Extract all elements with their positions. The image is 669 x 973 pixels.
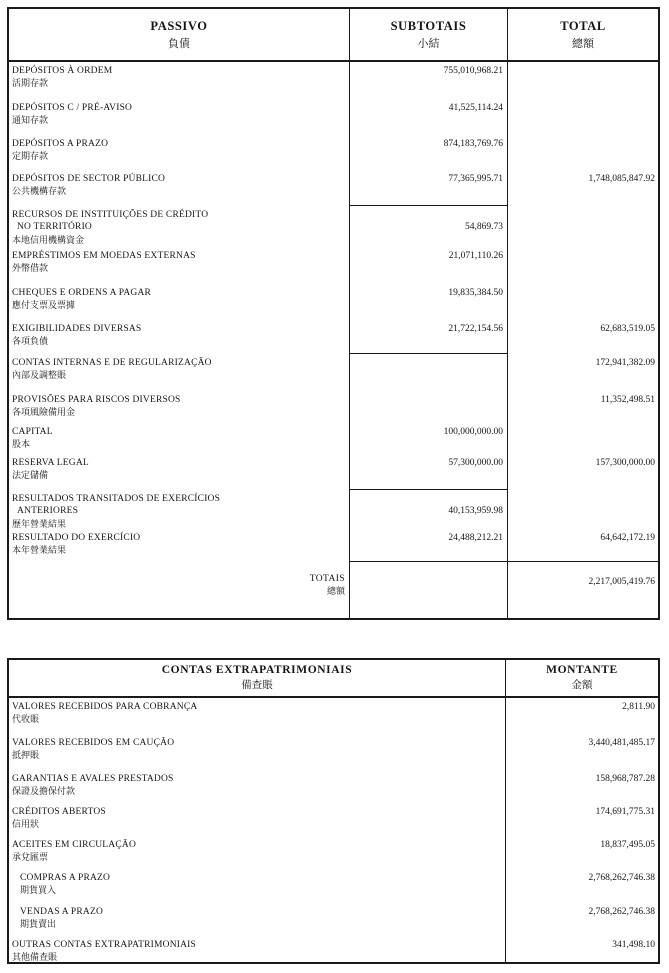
amount-value: 158,968,787.28 (595, 774, 655, 784)
total-value (508, 62, 658, 66)
header-passivo-zh: 負債 (168, 37, 190, 50)
total-value (508, 135, 658, 139)
row-label-pt: CHEQUES E ORDENS A PAGAR (12, 288, 152, 298)
row-label-pt: RESULTADO DO EXERCÍCIO (12, 533, 141, 543)
table-row (9, 454, 658, 490)
total-value (508, 423, 658, 427)
amount-value: 2,768,262,746.38 (588, 873, 655, 883)
totals-label-zh: 總額 (326, 586, 345, 597)
table-row (9, 936, 658, 963)
totals-row (9, 562, 658, 618)
header-passivo-pt: PASSIVO (150, 18, 208, 33)
row-label-zh: 抵押賬 (12, 750, 40, 761)
header-subtotais-zh: 小結 (417, 37, 440, 50)
row-label-zh: 各項風險備用金 (12, 407, 76, 418)
row-label-pt: CAPITAL (12, 427, 53, 437)
table-row (9, 869, 658, 903)
row-label-zh: 期貨買入 (20, 885, 57, 896)
total-value (508, 206, 658, 222)
table-row (9, 836, 658, 869)
total-value: 11,352,498.51 (600, 395, 655, 405)
total-value (508, 284, 658, 288)
table-row (9, 135, 658, 170)
row-label-pt: DEPÓSITOS À ORDEM (12, 66, 113, 76)
row-label-pt: RECURSOS DE INSTITUIÇÕES DE CRÉDITO (12, 210, 209, 220)
subtotal-value (350, 391, 507, 395)
row-label-pt: DEPÓSITOS DE SECTOR PÚBLICO (12, 174, 166, 184)
header-subtotais-pt: SUBTOTAIS (390, 18, 467, 33)
table-row (9, 903, 658, 936)
row-label-pt: VENDAS A PRAZO (20, 907, 104, 917)
row-label-pt: DEPÓSITOS A PRAZO (12, 139, 109, 149)
total-value: 62,683,519.05 (600, 324, 655, 334)
row-label-zh: 外幣借款 (12, 263, 49, 274)
amount-value: 174,691,775.31 (595, 807, 655, 817)
table-row (9, 284, 658, 320)
row-label-pt: ACEITES EM CIRCULAÇÃO (12, 840, 137, 850)
subtotal-value: 24,488,212.21 (448, 533, 503, 543)
row-label-zh: 定期存款 (12, 151, 49, 162)
total-value (508, 247, 658, 251)
subtotal-value: 21,071,110.26 (448, 251, 503, 261)
row-label-pt: CONTAS INTERNAS E DE REGULARIZAÇÃO (12, 358, 212, 368)
subtotal-value: 54,869.73 (465, 222, 503, 232)
header-cell-passivo (9, 9, 350, 60)
header-cell-montante (506, 660, 658, 696)
row-label-zh: 內部及調整賬 (12, 370, 67, 381)
subtotal-value: 77,365,995.71 (448, 174, 503, 184)
header-montante-zh: 金額 (571, 680, 593, 691)
amount-value: 3,440,481,485.17 (588, 738, 655, 748)
grand-total-value: 2,217,005,419.76 (588, 577, 655, 587)
row-label-zh: 公共機構存款 (12, 186, 67, 197)
subtotal-value: 100,000,000.00 (443, 427, 503, 437)
subtotal-value: 57,300,000.00 (448, 458, 503, 468)
header-total-zh: 總額 (572, 37, 594, 50)
total-value: 64,642,172.19 (600, 533, 655, 543)
table-row (9, 698, 658, 734)
table-row (9, 170, 658, 206)
row-label-pt: PROVISÕES PARA RISCOS DIVERSOS (12, 395, 181, 405)
row-label-pt: EMPRÉSTIMOS EM MOEDAS EXTERNAS (12, 251, 196, 261)
table-row (9, 734, 658, 770)
header-contas-zh: 備查賬 (241, 680, 273, 691)
subtotal-value (350, 354, 507, 358)
liabilities-table (7, 7, 660, 620)
off-balance-table-header (9, 660, 658, 698)
subtotal-value: 41,525,114.24 (448, 103, 503, 113)
row-label-zh: 信用狀 (12, 819, 40, 830)
row-label-zh: 歷年營業結果 (12, 518, 67, 529)
table-row (9, 770, 658, 803)
total-value (508, 99, 658, 103)
header-total-pt: TOTAL (560, 18, 606, 33)
amount-value: 2,811.90 (622, 702, 655, 712)
table-row (9, 391, 658, 423)
liabilities-table-header (9, 9, 658, 62)
amount-value: 18,837,495.05 (600, 840, 655, 850)
row-label-zh: 保證及擔保付款 (12, 786, 76, 797)
row-label-pt-line2: ANTERIORES (17, 506, 79, 517)
row-label-pt-line2: NO TERRITÓRIO (17, 222, 92, 233)
row-label-zh: 應付支票及票據 (12, 300, 76, 311)
row-label-zh: 活期存款 (12, 78, 49, 89)
subtotal-value: 874,183,769.76 (443, 139, 503, 149)
table-row (9, 490, 658, 529)
row-label-pt: EXIGIBILIDADES DIVERSAS (12, 324, 142, 334)
row-label-pt: DEPÓSITOS C / PRÉ-AVISO (12, 103, 133, 113)
amount-value: 2,768,262,746.38 (588, 907, 655, 917)
header-cell-total (508, 9, 658, 60)
table-row (9, 354, 658, 391)
row-label-zh: 承兌匯票 (12, 852, 49, 863)
row-label-pt: RESULTADOS TRANSITADOS DE EXERCÍCIOS (12, 494, 221, 504)
total-value (508, 490, 658, 506)
row-label-zh: 代收賬 (12, 714, 40, 725)
table-row (9, 62, 658, 99)
table-row (9, 803, 658, 836)
row-label-zh: 其他備查賬 (12, 952, 58, 963)
amount-value: 341,498.10 (612, 940, 655, 950)
subtotal-value: 755,010,968.21 (443, 66, 503, 76)
row-label-pt: OUTRAS CONTAS EXTRAPATRIMONIAIS (12, 940, 197, 950)
off-balance-accounts-table (7, 658, 660, 964)
row-label-pt: CRÉDITOS ABERTOS (12, 807, 106, 817)
subtotal-value: 19,835,384.50 (448, 288, 503, 298)
table-row (9, 99, 658, 135)
row-label-zh: 本地信用機構資金 (12, 234, 85, 245)
total-value: 1,748,085,847.92 (588, 174, 655, 184)
row-label-pt: GARANTIAS E AVALES PRESTADOS (12, 774, 174, 784)
table-row (9, 206, 658, 247)
header-contas-pt: CONTAS EXTRAPATRIMONIAIS (161, 664, 353, 676)
row-label-pt: COMPRAS A PRAZO (20, 873, 111, 883)
header-montante-pt: MONTANTE (546, 664, 618, 676)
header-cell-subtotais (350, 9, 508, 60)
row-label-zh: 通知存款 (12, 115, 49, 126)
subtotal-value: 40,153,959.98 (448, 506, 503, 516)
row-label-pt: VALORES RECEBIDOS PARA COBRANÇA (12, 702, 198, 712)
row-label-zh: 各項負債 (12, 336, 49, 347)
header-cell-contas-extrapatrimoniais (9, 660, 506, 696)
row-label-zh: 期貨賣出 (20, 919, 57, 930)
table-row (9, 423, 658, 454)
subtotal-value: 21,722,154.56 (448, 324, 503, 334)
row-label-pt: RESERVA LEGAL (12, 458, 89, 468)
row-label-pt: VALORES RECEBIDOS EM CAUÇÃO (12, 738, 175, 748)
row-label-zh: 股本 (12, 439, 31, 450)
total-value: 157,300,000.00 (595, 458, 655, 468)
total-value: 172,941,382.09 (595, 358, 655, 368)
row-label-zh: 本年營業結果 (12, 545, 67, 556)
totals-label-pt: TOTAIS (309, 574, 345, 584)
table-row (9, 247, 658, 284)
table-row (9, 320, 658, 354)
row-label-zh: 法定儲備 (12, 470, 49, 481)
table-row (9, 529, 658, 562)
